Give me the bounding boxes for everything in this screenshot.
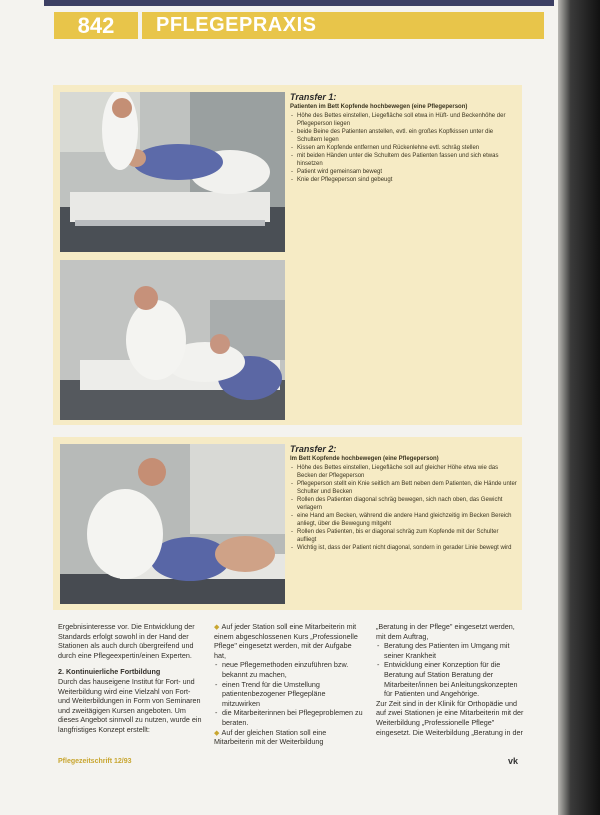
list-item: - die Mitarbeiterinnen bei Pflegeproblemen zu beraten.	[222, 708, 364, 727]
transfer-2-title: Transfer 2:	[290, 444, 337, 454]
transfer-1-text	[290, 92, 518, 184]
task-list	[214, 660, 364, 727]
list-item: - einen Trend für die Umstellung patientenbezogener Pflegepläne mitzuwirken	[222, 680, 364, 709]
book-spine-shadow	[558, 0, 600, 815]
transfer-2-photo	[60, 444, 285, 604]
list-item: - neue Pflegemethoden einzuführen bzw. bekannt zu machen,	[222, 660, 364, 679]
body-paragraph: „Beratung in der Pflege" eingesetzt werden, mit dem Auftrag,	[376, 622, 515, 641]
section-heading: 2. Kontinuierliche Fortbildung	[58, 667, 161, 677]
task-list	[376, 641, 526, 699]
bullet-icon: ◆	[214, 622, 220, 631]
transfer-1-photo-top	[60, 92, 285, 252]
transfer-1-title: Transfer 1:	[290, 92, 337, 102]
body-column-1	[58, 622, 203, 735]
transfer-1-subtitle: Patienten im Bett Kopfende hochbewegen (eine Pflegeperson)	[290, 104, 468, 110]
list-item: - Rollen des Patienten, bis er diagonal schräg zum Kopfende mit der Schulter aufliegt	[297, 528, 518, 544]
paragraph-text: Auf jeder Station soll eine Mitarbeiterin mit einem abgeschlossenen Kurs „Professionelle Pflege" eingesetzt werden, mit der Aufgabe hat,	[214, 622, 358, 660]
transfer-2-steps	[290, 464, 518, 552]
footer-journal: Pflegezeitschrift 12/93	[58, 758, 132, 765]
list-item: - Pflegeperson stellt ein Knie seitlich am Bett neben dem Patienten, die Hände unter Schulter und Becken	[297, 480, 518, 496]
transfer-1-photo-bottom	[60, 260, 285, 420]
nurse-moving-patient-image	[60, 92, 285, 252]
body-column-2	[214, 622, 364, 747]
list-item: - eine Hand am Becken, während die andere Hand gleichzeitig im Becken Bereich anliegt, über die Bewegung mitgeht	[297, 512, 518, 528]
page-number: 842	[54, 12, 138, 39]
list-item: - Kissen am Kopfende entfernen und Rückenlehne evtl. schräg stellen	[297, 144, 518, 152]
transfer-2-subtitle: Im Bett Kopfende hochbewegen (eine Pflegeperson)	[290, 456, 439, 462]
body-paragraph	[214, 622, 364, 660]
section-title: PFLEGEPRAXIS	[142, 12, 544, 39]
transfer-2-text	[290, 444, 518, 552]
publisher-logo: vk	[508, 756, 519, 766]
nurse-lifting-shoulders-image	[60, 260, 285, 420]
list-item: - Beratung des Patienten im Umgang mit seiner Krankheit	[384, 641, 526, 660]
body-paragraph	[214, 728, 364, 747]
body-column-3	[376, 622, 526, 737]
list-item: - Rollen des Patienten diagonal schräg bewegen, sich nach oben, das Gewicht verlagern	[297, 496, 518, 512]
list-item: - mit beiden Händen unter die Schultern des Patienten fassen und sich etwas hinsetzen	[297, 152, 518, 168]
list-item: - Patient wird gemeinsam bewegt	[297, 168, 518, 176]
list-item: - Entwicklung einer Konzeption für die Beratung auf Station Beratung der Mitarbeiter/innen bei Anleitungskonzepten für Patienten und Angehörige.	[384, 660, 526, 698]
list-item: - Höhe des Bettes einstellen, Liegefläche soll etwa in Hüft- und Beckenhöhe der Pflegeperson liegen	[297, 112, 518, 128]
list-item: - Knie der Pflegeperson sind gebeugt	[297, 176, 518, 184]
list-item: - Höhe des Bettes einstellen, Liegefläche soll auf gleicher Höhe etwa wie das Becken der Pflegeperson	[297, 464, 518, 480]
transfer-1-steps	[290, 112, 518, 184]
list-item: - beide Beine des Patienten anstellen, evtl. ein großes Kopfkissen unter die Schultern legen	[297, 128, 518, 144]
paragraph-text: Auf der gleichen Station soll eine Mitarbeiterin mit der Weiterbildung	[214, 727, 327, 747]
body-paragraph: Durch das hauseigene Institut für Fort- und Weiterbildung wird eine Vielzahl von Fort- und Weiterbildungen in Form von Seminaren und zweitägigen Kursen angeboten. Um dieses Angebot sinnvoll zu nutzen, wurde ein langfristiges Konzept erstellt:	[58, 676, 202, 734]
bullet-icon: ◆	[214, 727, 220, 737]
list-item: - Wichtig ist, dass der Patient nicht diagonal, sondern in gerader Linie bewegt wird	[297, 544, 518, 552]
top-rule	[44, 0, 554, 6]
nurse-kneeling-bed-image	[60, 444, 285, 604]
body-paragraph: Zur Zeit sind in der Klinik für Orthopädie und auf zwei Stationen je eine Mitarbeiterin mit der Weiterbildung „Professionelle Pflege" eingesetzt. Die Weiterbildung „Beratung in der	[376, 698, 524, 737]
intro-paragraph: Ergebnisinteresse vor. Die Entwicklung der Standards erfolgt sowohl in der Hand der Stationen als auch durch übergreifend und durch eine Pflegeexpertin/einen Experten.	[58, 622, 195, 660]
